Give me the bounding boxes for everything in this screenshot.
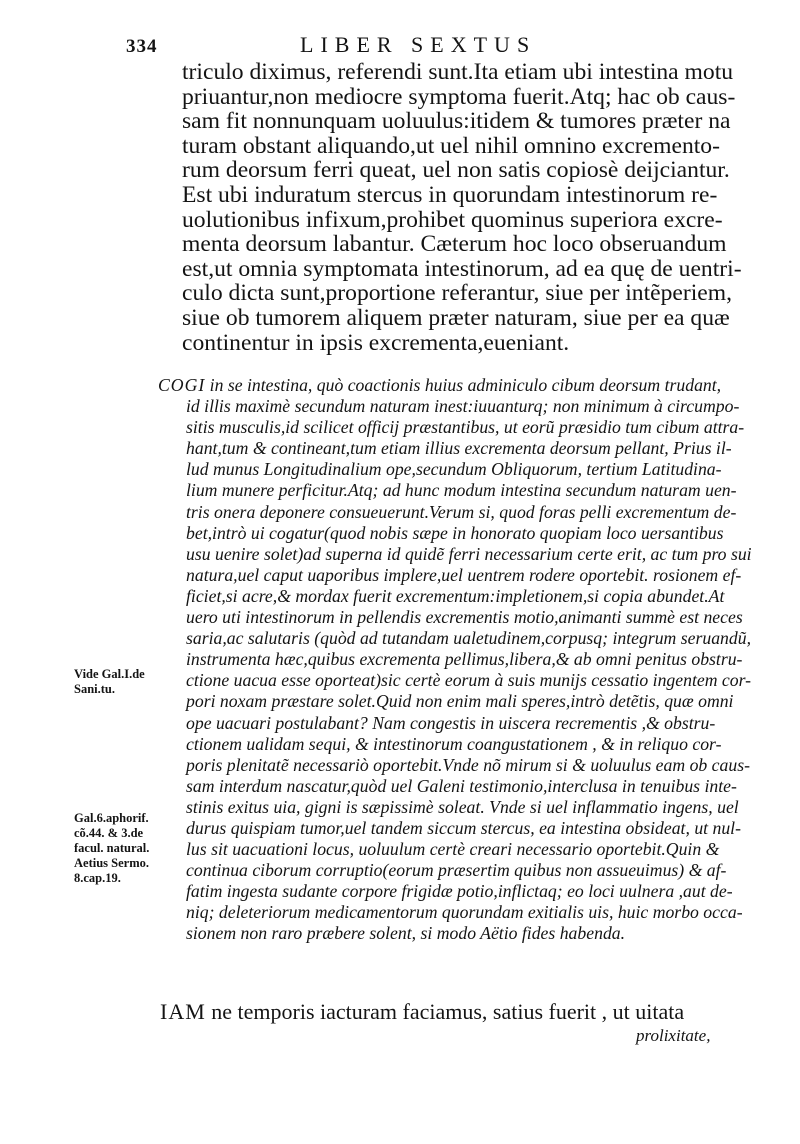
text-line: continentur in ipsis excrementa,eueniant. [182, 329, 570, 356]
closing-lead-word: IAM [160, 999, 206, 1024]
margin-note-line: cõ.44. & 3.de [74, 826, 144, 840]
closing-line [160, 1000, 725, 1024]
margin-note [74, 811, 149, 886]
commentary-line: bet,intrò ui cogatur(quod nobis sæpe in honorato quopiam loco uersantibus [186, 522, 724, 543]
margin-note-line: Gal.6.aphorif. [74, 811, 149, 825]
text-line: turam obstant aliquando,ut uel nihil omnino excremento- [182, 132, 720, 159]
commentary-line: uero uti intestinorum in pellendis excrementis motio,animanti summè est neces [186, 607, 743, 628]
commentary-line: ctionem ualidam sequi, & intestinorum coangustationem , & in reliquo cor- [186, 733, 722, 754]
margin-note-line: Vide Gal.I.de [74, 667, 145, 681]
page-number: 334 [126, 36, 158, 57]
commentary-line: ctione uacua esse oporteat)sic certè eorum à suis munijs cessatio ingentem cor- [186, 670, 752, 691]
text-line: Est ubi induratum stercus in quorundam intestinorum re- [182, 181, 718, 208]
text-line: rum deorsum ferri queat, uel non satis copiosè deijciantur. [182, 157, 730, 184]
commentary-line: saria,ac salutaris (quòd ad tutandam ualetudinem,corpusq; integrum seruandũ, [186, 628, 751, 649]
margin-note [74, 667, 145, 697]
commentary-line: usu uenire solet)ad superna id quidẽ ferri necessarium certe erit, ac tum pro sui [186, 543, 752, 564]
text-line: priuantur,non mediocre symptoma fuerit.Atq; hac ob caus- [182, 83, 736, 110]
commentary-line: hant,tum & contineant,tum etiam illius excrementa deorsum pellant, Prius il- [186, 438, 732, 459]
commentary-line: ficiet,si acre,& mordax fuerit excrementum:impletionem,si copia abundet.At [186, 585, 725, 606]
commentary-line: stinis exitus uia, gigni is sæpissimè soleat. Vnde si uel inflammatio ingens, uel [186, 796, 739, 817]
commentary-first-line-text: in se intestina, quò coactionis huius adminiculo cibum deorsum trudant, [209, 375, 722, 395]
margin-note-line: Sani.tu. [74, 682, 115, 696]
commentary-first-line [158, 375, 723, 396]
commentary-line: sam interdum nascatur,quòd uel Galeni testimonio,interclusa in tenuibus inte- [186, 775, 737, 796]
commentary-line: lium munere perficitur.Atq; ad hunc modum intestina secundum naturam uen- [186, 480, 737, 501]
commentary-line: continua ciborum corruptio(eorum præsertim quibus non assueuimus) & af- [186, 860, 727, 881]
text-line: menta deorsum labantur. Cæterum hoc loco obseruandum [182, 231, 727, 258]
closing-text: ne temporis iacturam faciamus, satius fuerit , ut uitata [211, 999, 685, 1024]
commentary-line: lus sit uacuationi locus, uoluulum certè creari necessario oportebit.Quin & [186, 839, 720, 860]
closing-paragraph [160, 1000, 725, 1024]
commentary-line: pori noxam præstare solet.Quid non enim mali speres,intrò detẽtis, quæ omni [186, 691, 734, 712]
commentary-line: ope uacuari postulabant? Nam congestis in uiscera recrementis ,& obstru- [186, 712, 716, 733]
margin-note-line: facul. natural. [74, 841, 150, 855]
commentary-line: poris plenitatẽ necessariò oportebit.Vnde nõ mirum si & uoluulus eam ob caus- [186, 754, 750, 775]
commentary-line: sionem non raro præbere solent, si modo Aëtio fides habenda. [186, 923, 626, 944]
margin-note-line: 8.cap.19. [74, 871, 121, 885]
commentary-line: niq; deleteriorum medicamentorum quorundam exitialis uis, huic morbo occa- [186, 902, 743, 923]
commentary-line: id illis maximè secundum naturam inest:iuuanturq; non minimum à circumpo- [186, 396, 740, 417]
commentary-line: fatim ingesta sudante corpore frigidæ potio,inflictaq; eo loci uulnera ,aut de- [186, 881, 733, 902]
text-line: culo dicta sunt,proportione referantur, siue per intẽperiem, [182, 280, 733, 307]
commentary-line: lud munus Longitudinalium ope,secundum Obliquorum, tertium Latitudina- [186, 459, 722, 480]
margin-note-line: Aetius Sermo. [74, 856, 149, 870]
commentary-line: durus quispiam tumor,uel tandem siccum stercus, ea intestina obsideat, ut nul- [186, 817, 741, 838]
commentary-line: sitis musculis,id scilicet officij præstantibus, ut eorũ præsidio tum cibum attra- [186, 417, 745, 438]
text-line: sam fit nonnunquam uoluulus:itidem & tumores præter na [182, 108, 731, 135]
commentary-line: instrumenta hæc,quibus excrementa pellimus,libera,& ab omni penitus obstru- [186, 649, 743, 670]
running-head: LIBER SEXTUS [300, 32, 537, 57]
commentary-line: natura,uel caput uaporibus implere,uel uentrem rodere oportebit. rosionem ef- [186, 564, 742, 585]
catchword: prolixitate, [636, 1026, 711, 1045]
commentary-line: tris onera deponere consueuerunt.Verum si, quod foras pelli excrementum de- [186, 501, 737, 522]
text-line: siue ob tumorem aliquem præter naturam, siue per ea quæ [182, 304, 730, 331]
commentary-paragraph [158, 375, 752, 945]
text-line: triculo diximus, referendi sunt.Ita etiam ubi intestina motu [182, 59, 734, 85]
main-paragraph [182, 59, 742, 356]
text-line: uolutionibus infixum,prohibet quominus superiora excre- [182, 206, 723, 233]
text-line: est,ut omnia symptomata intestinorum, ad ea quę de uentri- [182, 255, 742, 282]
commentary-lead-word: COGI [158, 375, 206, 395]
